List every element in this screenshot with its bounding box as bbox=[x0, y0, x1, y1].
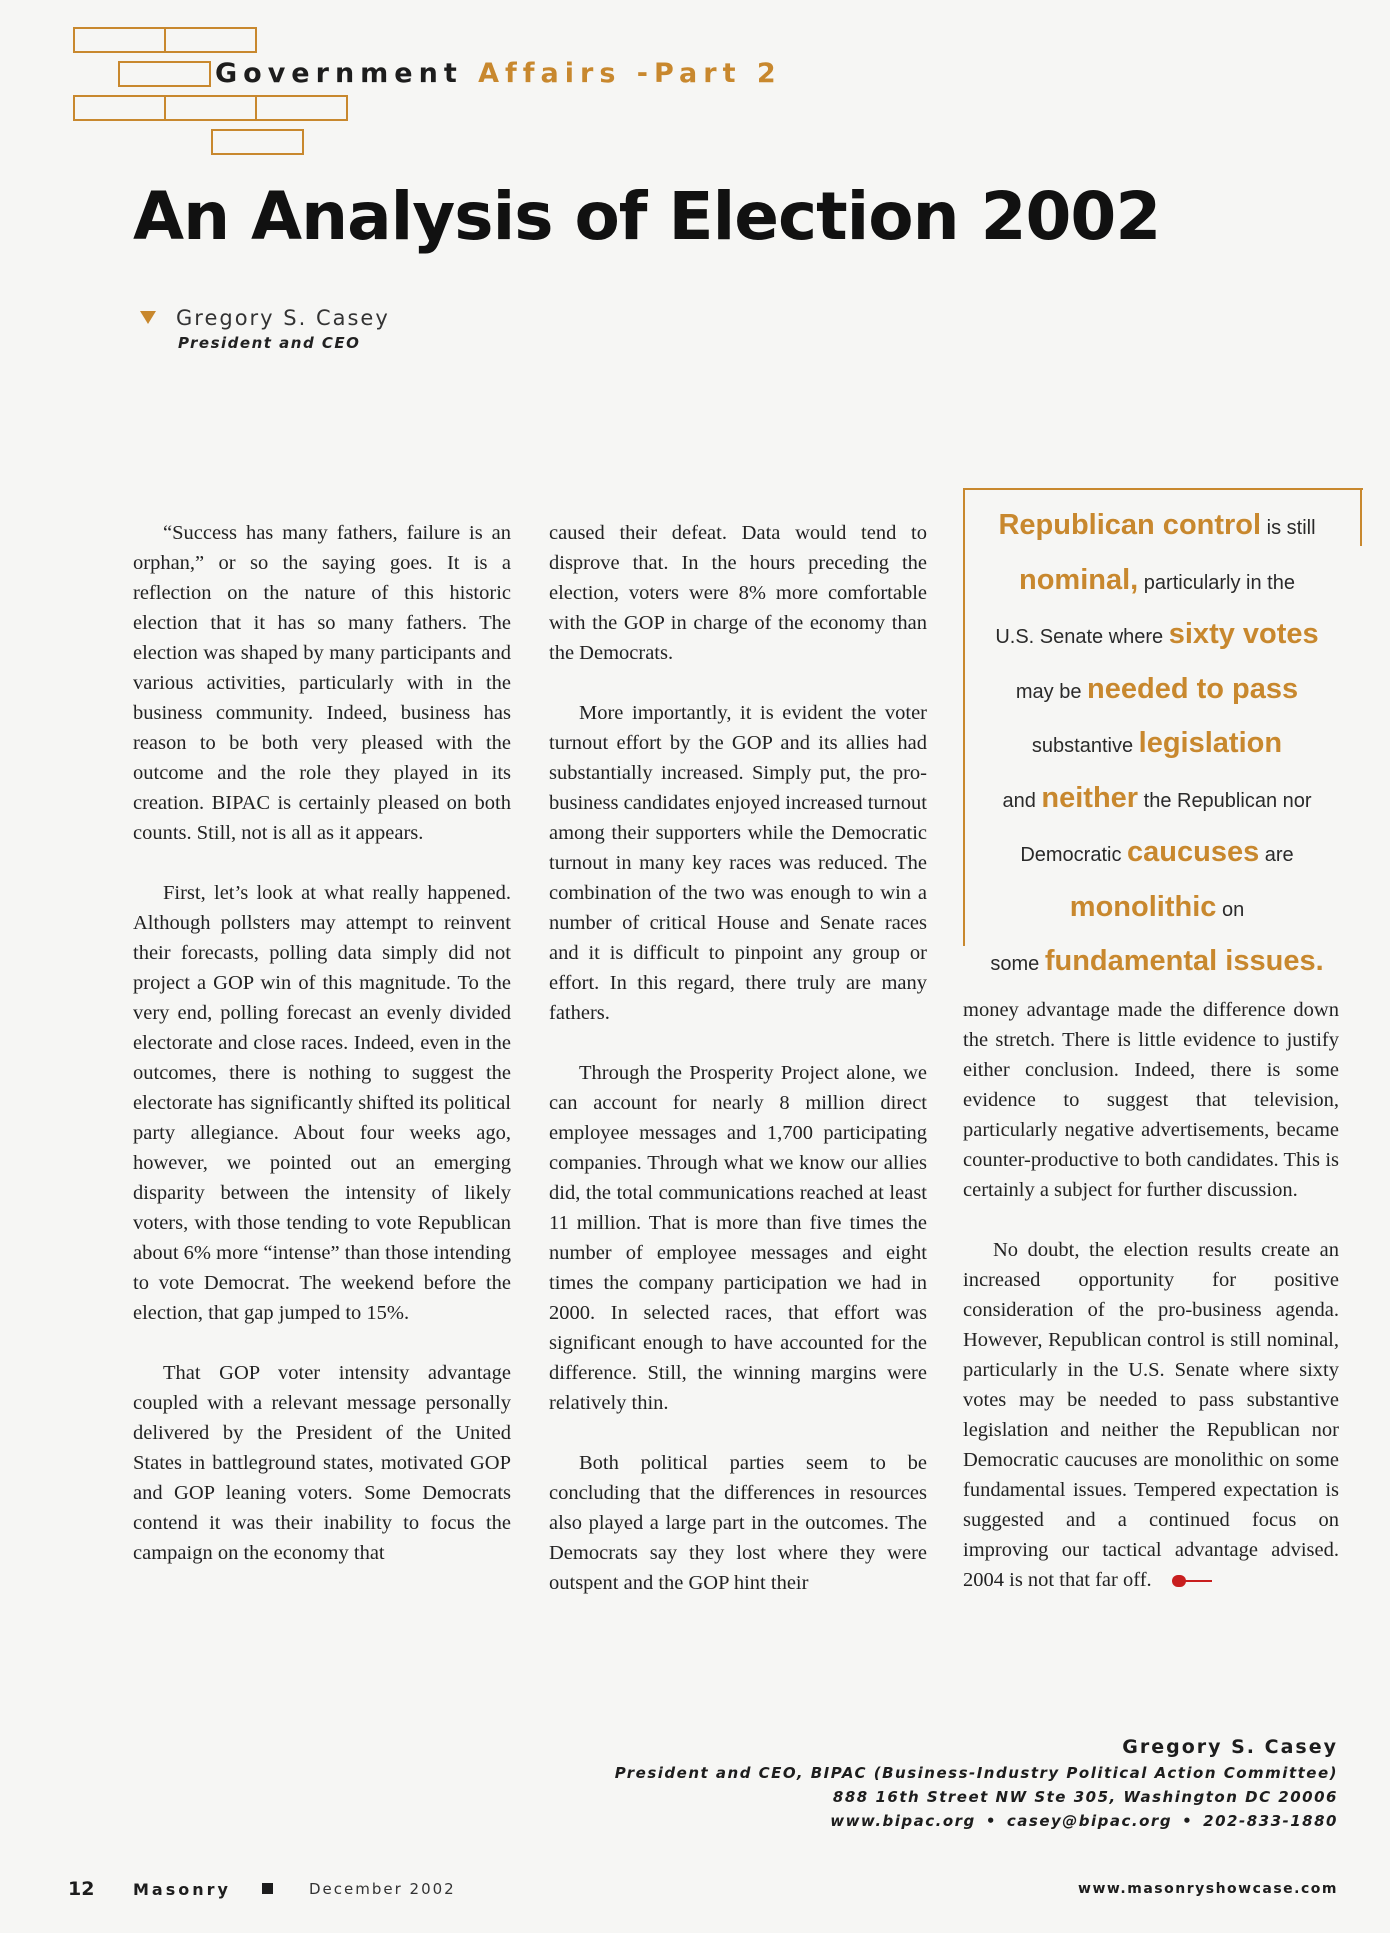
author-signature bbox=[615, 1733, 1338, 1833]
page-number: 12 bbox=[68, 1878, 95, 1900]
pull-quote-words: may be bbox=[1015, 680, 1088, 703]
signature-address: 888 16th Street NW Ste 305, Washington DC 20006 bbox=[832, 1788, 1338, 1806]
brick bbox=[211, 129, 304, 155]
pull-quote bbox=[963, 488, 1363, 977]
magazine-name: Masonry bbox=[133, 1880, 231, 1899]
triangle-down-icon bbox=[140, 311, 156, 324]
separator: • bbox=[985, 1812, 997, 1830]
pull-quote-line bbox=[967, 718, 1347, 773]
signature-name: Gregory S. Casey bbox=[1122, 1736, 1338, 1758]
pull-quote-highlight: Republican control bbox=[998, 509, 1262, 541]
column-3 bbox=[963, 995, 1339, 1595]
brick bbox=[73, 27, 166, 53]
pull-quote-words: some bbox=[990, 953, 1045, 975]
signature-website[interactable]: www.bipac.org bbox=[830, 1812, 976, 1830]
pull-quote-words: are bbox=[1259, 844, 1294, 866]
brick bbox=[164, 27, 257, 53]
brick bbox=[73, 95, 166, 121]
signature-email[interactable]: casey@bipac.org bbox=[1006, 1812, 1173, 1830]
pull-quote-words: U.S. Senate where bbox=[995, 626, 1169, 648]
pull-quote-highlight: caucuses bbox=[1127, 836, 1260, 868]
section-word-1: Government bbox=[215, 58, 463, 89]
pull-quote-words: substantive bbox=[1031, 735, 1139, 757]
column-2 bbox=[549, 518, 927, 1598]
pull-quote-line bbox=[967, 773, 1347, 828]
section-label bbox=[215, 58, 782, 89]
pull-quote-highlight: nominal, bbox=[1019, 563, 1139, 596]
brick bbox=[118, 61, 211, 87]
author-title: President and CEO bbox=[178, 334, 361, 352]
signature-contact bbox=[615, 1809, 1338, 1833]
pull-quote-words: is still bbox=[1261, 517, 1316, 539]
pull-quote-words: and bbox=[1002, 789, 1042, 812]
pull-quote-words: the Republican nor bbox=[1138, 789, 1312, 812]
pull-quote-line bbox=[967, 827, 1347, 882]
brick bbox=[255, 95, 348, 121]
square-bullet-icon bbox=[262, 1883, 273, 1894]
paragraph: Through the Prosperity Project alone, we can account for nearly 8 million direct employee messages and 1,700 participating companies. Through what we know our allies did, the total communications reached at least 11 million. That is more than five times the number of employee messages and eight times the company participation we had in 2000. In selected races, that effort was significant enough to have accounted for the difference. Still, the winning margins were relatively thin. bbox=[549, 1062, 927, 1414]
pull-quote-line bbox=[967, 500, 1347, 555]
paragraph: First, let’s look at what really happened. Although pollsters may attempt to reinvent their forecasts, polling data simply did not project a GOP win of this magnitude. To the very end, polling forecast an evenly divided electorate and close races. Indeed, even in the outcomes, there is nothing to suggest the electorate has significantly shifted its political party allegiance. About four weeks ago, however, we pointed out an emerging disparity between the intensity of likely voters, with those tending to vote Republican about 6% more “intense” than those intending to vote Democrat. The weekend before the election, that gap jumped to 15%. bbox=[133, 882, 512, 1324]
column-1 bbox=[133, 518, 511, 1568]
signature-organization: President and CEO, BIPAC (Business-Industry Political Action Committee) bbox=[614, 1764, 1338, 1782]
pull-quote-line bbox=[967, 609, 1347, 664]
pull-quote-highlight: legislation bbox=[1138, 727, 1283, 759]
section-word-2: Affairs -Part 2 bbox=[478, 58, 782, 89]
byline bbox=[140, 306, 390, 352]
paragraph: Both political parties seem to be concluding that the differences in resources also played a large part in the outcomes. The Democrats say they lost where they were outspent and the GOP hint their bbox=[549, 1452, 927, 1594]
pull-quote-text bbox=[967, 500, 1347, 991]
signature-phone: 202-833-1880 bbox=[1203, 1812, 1338, 1830]
article-title: An Analysis of Election 2002 bbox=[133, 178, 1161, 255]
pull-quote-words: particularly in the bbox=[1138, 571, 1295, 594]
pull-quote-words: Democratic bbox=[1020, 844, 1128, 866]
paragraph-text: No doubt, the election results create an increased opportunity for positive consideration of the pro-business agenda. However, Republican control is still nominal, particularly in the U.S. Senate where sixty votes may be needed to pass substantive legislation and neither the Republican nor Democratic caucuses are monolithic on some fundamental issues. Tempered expectation is suggested and a continued focus on improving our tactical advantage advised. 2004 is not that far off. bbox=[963, 1239, 1339, 1591]
paragraph: More importantly, it is evident the voter turnout effort by the GOP and its allies had substantially increased. Simply put, the pro-business candidates enjoyed increased turnout among their supporters while the Democratic turnout in many key races was reduced. The combination of the two was enough to win a number of critical House and Senate races and it is difficult to pinpoint any group or effort. In this regard, there truly are many fathers. bbox=[549, 702, 927, 1024]
issue-date: December 2002 bbox=[309, 1880, 456, 1898]
pull-quote-highlight: monolithic bbox=[1069, 890, 1217, 923]
pull-quote-line bbox=[967, 936, 1347, 991]
separator: • bbox=[1182, 1812, 1194, 1830]
pull-quote-line bbox=[967, 882, 1347, 937]
paragraph: That GOP voter intensity advantage coupled with a relevant message personally delivered by the President of the United States in battleground states, motivated GOP and GOP leaning voters. Some Democrats contend it was their inability to focus the campaign on the economy that bbox=[133, 1362, 511, 1564]
pull-quote-line bbox=[967, 664, 1347, 719]
pull-quote-words: on bbox=[1216, 898, 1245, 921]
pull-quote-line bbox=[967, 555, 1347, 610]
pull-quote-corner bbox=[1360, 488, 1362, 546]
footer-url[interactable]: www.masonryshowcase.com bbox=[1078, 1881, 1338, 1897]
paragraph-last bbox=[963, 1235, 1339, 1595]
author-name: Gregory S. Casey bbox=[176, 306, 390, 330]
paragraph: money advantage made the difference down the stretch. There is little evidence to justify either conclusion. Indeed, there is some evidence to suggest that television, particularly negative advertisements, became counter-productive to both candidates. This is certainly a subject for further discussion. bbox=[963, 999, 1339, 1201]
pull-quote-highlight: fundamental issues. bbox=[1044, 945, 1324, 977]
paragraph: “Success has many fathers, failure is an orphan,” or so the saying goes. It is a reflection on the nature of this historic election that it has so many fathers. The election was shaped by many participants and various activities, particularly with in the business community. Indeed, business has reason to be both very pleased with the outcome and the role they played in its creation. BIPAC is certainly pleased on both counts. Still, not is all as it appears. bbox=[133, 522, 511, 844]
pull-quote-highlight: needed to pass bbox=[1087, 672, 1299, 705]
pull-quote-highlight: sixty votes bbox=[1168, 618, 1319, 650]
brick bbox=[164, 95, 257, 121]
pull-quote-highlight: neither bbox=[1041, 781, 1139, 814]
end-of-article-icon bbox=[1172, 1575, 1212, 1587]
paragraph: caused their defeat. Data would tend to disprove that. In the hours preceding the election, voters were 8% more comfortable with the GOP in charge of the economy than the Democrats. bbox=[549, 522, 927, 664]
